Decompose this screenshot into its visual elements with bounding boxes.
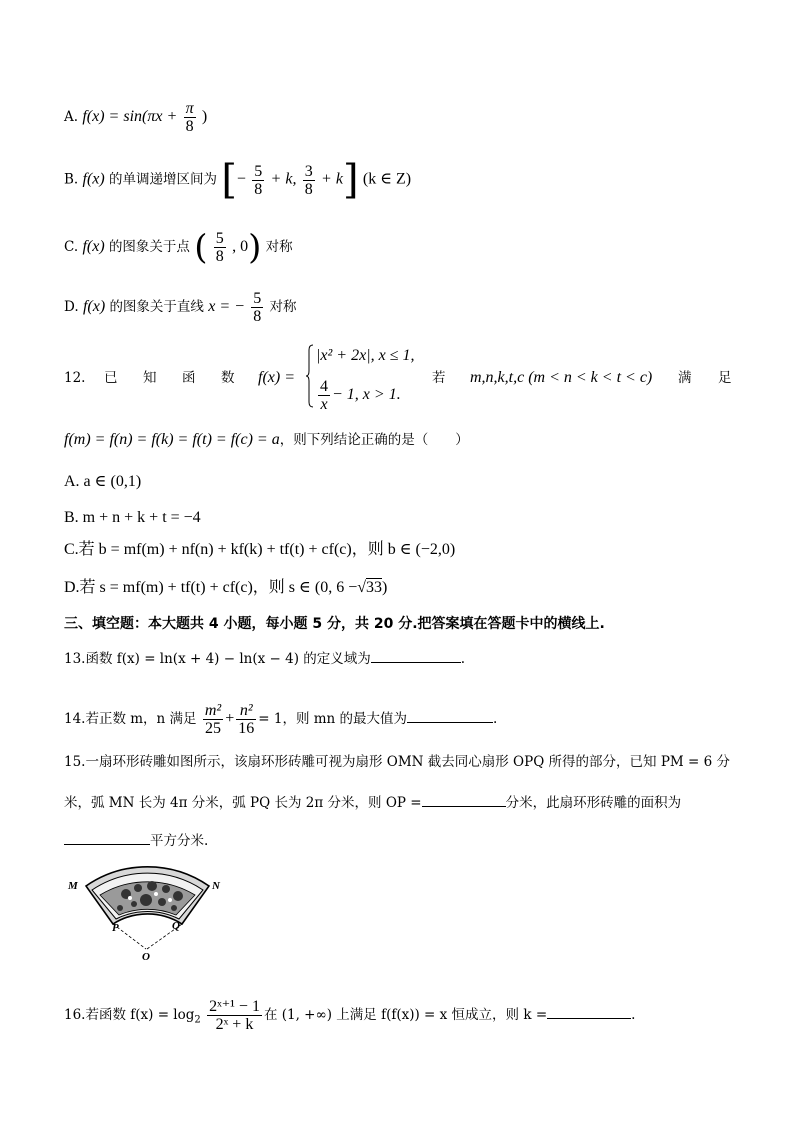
option-d-end: 对称 [269,299,297,315]
option-b-mid: + k, [270,170,297,188]
question-14 [64,702,497,737]
function-name: f(x) [82,170,105,188]
period: . [460,651,466,667]
fraction [207,998,262,1033]
answer-blank[interactable] [547,1004,631,1019]
point-o-label: O [142,951,150,963]
fraction-numerator: π [185,100,194,117]
option-b: B. f(x) 的单调递增区间为 [− $\frac{5}{8}$ + k, $\frac{3}{8}$ + k] (k ∈ Z) [64,157,412,203]
fraction [252,163,264,198]
option-b: B. m + n + k + t = −4 [64,509,201,526]
piecewise-case-2 [316,378,401,413]
left-bracket: [ [221,157,237,203]
fraction [236,702,256,737]
sqrt-sign: √ [357,579,366,596]
question-14-mid: = 1，则 mn 的最大值为 [258,711,408,727]
fraction-denominator: 25 [205,720,222,737]
fraction-numerator: 5 [215,230,224,247]
option-d-text: 的图象关于直线 [109,299,204,315]
spread-char: 函 [182,370,196,386]
fraction-denominator: 8 [304,180,313,198]
spread-char: 数 [221,370,235,386]
option-d-label: D. [64,299,79,315]
option-c-text: 的图象关于点 [108,239,190,255]
answer-blank[interactable] [371,648,461,663]
option-c: C.若 b = mf(m) + nf(n) + kf(k) + tf(t) + cf(c)，则 b ∈ (−2,0) [64,541,456,558]
point-m-label: M [68,880,78,892]
option-d [64,578,387,598]
fraction-numerator: 4 [320,378,328,395]
fraction-numerator: 5 [253,290,262,307]
option-b-label: B. [64,171,79,188]
answer-blank[interactable] [422,792,506,807]
fraction-numerator: 2ˣ⁺¹ − 1 [209,998,260,1015]
line-equation: x = − [208,298,245,315]
period: . [493,711,498,727]
fraction [251,290,263,325]
spread-char: 知 [143,370,157,386]
log-base: 2 [194,1014,201,1026]
option-a-expression: f(x) = sin(πx + [82,108,178,125]
answer-blank[interactable] [407,708,493,723]
satisfy-text: 足 [718,370,732,386]
point-n-label: N [212,880,220,892]
fraction [214,230,226,265]
question-16-text: 16.若函数 f(x) = log [64,1007,195,1023]
question-12-line-2 [64,430,469,450]
ruo-text: 若 [432,370,446,386]
fraction-denominator: 8 [185,118,194,135]
fraction-denominator: 2ˣ + k [215,1016,254,1033]
question-15-line-3 [64,830,208,851]
piecewise-function-name: f(x) = [258,369,295,386]
fraction-denominator: 8 [253,308,262,325]
option-c-label: C. [64,239,79,255]
fraction [318,378,330,413]
option-d [64,290,297,325]
question-prompt: ，则下列结论正确的是（ ） [279,432,469,448]
question-16 [64,998,635,1033]
option-a-fraction [184,100,196,135]
question-14-text: 14.若正数 m，n 满足 [64,711,197,727]
option-b-text: 的单调递增区间为 [109,171,218,188]
question-15-line-1: 15.一扇环形砖雕如图所示，该扇环形砖雕可视为扇形 OMN 截去同心扇形 OPQ 所得的部分，已知 PM = 6 分 [64,754,731,770]
fraction-denominator: 16 [238,720,255,737]
option-b-tail: + k [321,170,343,188]
fraction-numerator: m² [204,702,222,719]
question-15-text: 平方分米. [150,833,209,849]
piecewise-brace [306,344,314,408]
left-paren: ( [194,227,208,268]
fraction [303,163,315,198]
right-paren: ) [248,227,262,268]
case-2-tail: − 1, x > 1. [332,386,401,404]
question-number: 12. [64,370,86,386]
question-16-mid: 在 (1, +∞) 上满足 f(f(x)) = x 恒成立，则 k = [263,1007,548,1023]
question-15-line-2 [64,792,681,813]
fraction-numerator: 5 [254,162,263,180]
plus-sign: + [225,710,235,727]
option-a: A. a ∈ (0,1) [64,473,142,490]
question-13 [64,648,465,669]
close-paren: ) [382,579,388,596]
fraction-denominator: 8 [215,248,224,265]
sqrt-radicand: 33 [366,579,382,596]
period: . [631,1007,636,1023]
function-name: f(x) [82,238,105,255]
fraction-numerator: n² [236,702,256,720]
right-bracket: ] [342,157,359,203]
spread-char: 已 [104,370,118,386]
piecewise-case-1: |x² + 2x|, x ≤ 1, [316,347,415,364]
point-q-label: Q [172,920,180,932]
option-c-end: 对称 [265,239,293,255]
question-13-text: 13.函数 f(x) = ln(x + 4) − ln(x − 4) 的定义域为 [64,651,371,667]
fraction-numerator: 3 [304,162,313,180]
fraction [203,702,223,737]
point-p-label: P [112,922,119,934]
satisfy-text: 满 [678,370,692,386]
fraction-denominator: x [320,396,328,413]
function-name: f(x) [82,298,106,315]
equality-chain: f(m) = f(n) = f(k) = f(t) = f(c) = a [64,431,280,448]
option-c [64,227,293,268]
variables: m,n,k,t,c (m < n < k < t < c) [470,369,653,386]
option-b-condition: (k ∈ Z) [362,170,412,188]
question-15-text: 米，弧 MN 长为 4π 分米，弧 PQ 长为 2π 分米，则 OP = [64,795,422,811]
option-a [64,100,207,135]
point-tail: , 0 [232,238,249,255]
option-d-text: D.若 s = mf(m) + tf(t) + cf(c)，则 s ∈ (0, 6 − [64,579,358,596]
option-a-label: A. [64,109,79,125]
fan-carving-figure [64,858,234,968]
close-paren: ) [201,108,208,125]
fraction-denominator: 8 [254,180,263,198]
section-heading: 三、填空题：本大题共 4 小题，每小题 5 分，共 20 分.把答案填在答题卡中的横线上. [64,616,605,632]
answer-blank[interactable] [64,830,150,845]
question-15-text: 分米，此扇环形砖雕的面积为 [505,795,682,811]
